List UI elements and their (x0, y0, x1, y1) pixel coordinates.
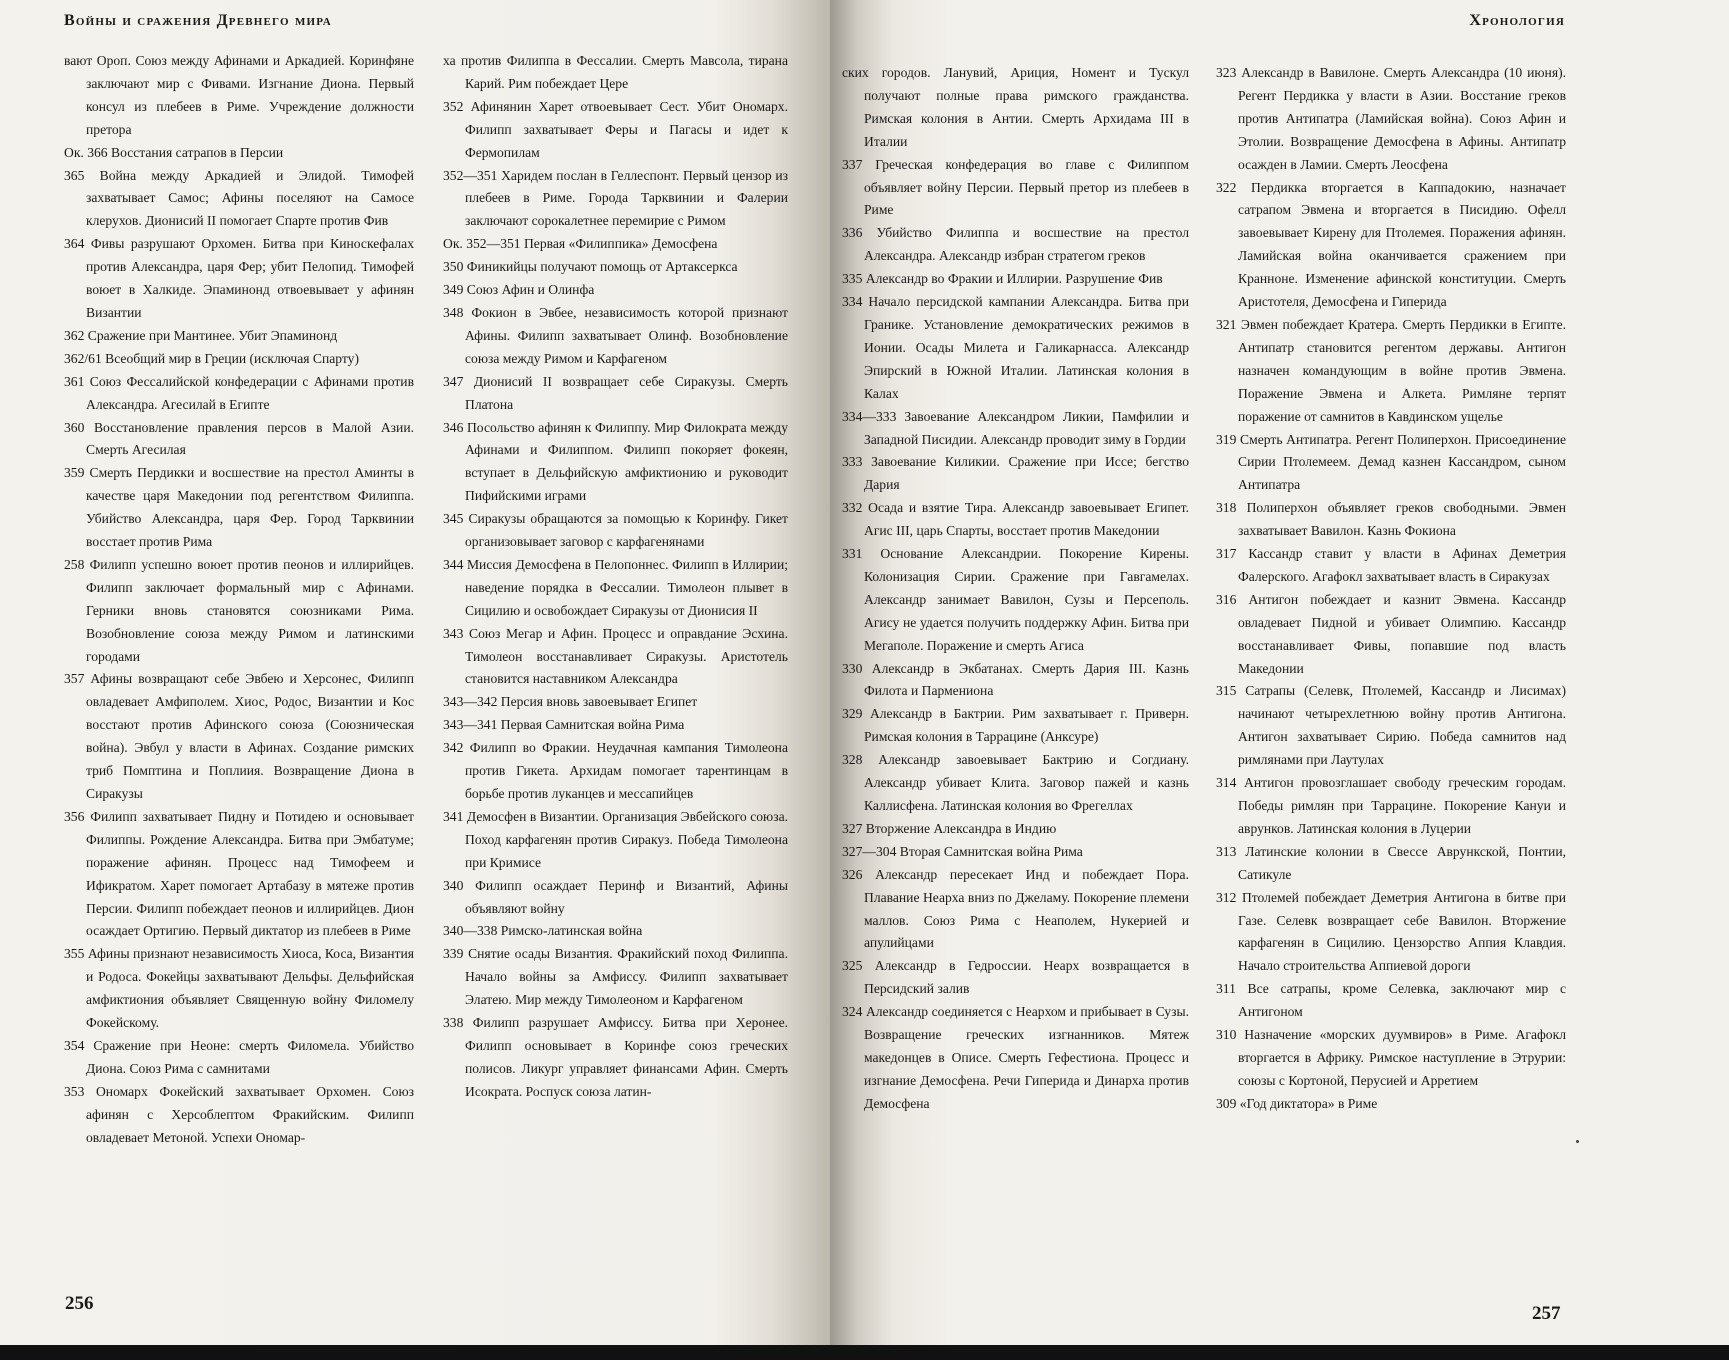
chronology-entry: Ок. 352—351 Первая «Филиппика» Демосфена (443, 236, 718, 252)
chronology-entry: 365 Война между Аркадией и Элидой. Тимофей захватывает Самос; Афины поселяют на Самосе клерухов. Дионисий II помогает Спарте против Фив (64, 167, 414, 229)
chronology-entry: 330 Александр в Экбатанах. Смерть Дария III. Казнь Филота и Пармениона (842, 660, 1189, 699)
chronology-entry: 327—304 Вторая Самнитская война Рима (842, 843, 1083, 859)
chronology-entry: ха против Филиппа в Фессалии. Смерть Мавсола, тирана Карий. Рим побеждает Цере (443, 53, 788, 91)
column-4 (1216, 62, 1566, 1116)
chronology-entry: 346 Посольство афинян к Филиппу. Мир Филократа между Афинами и Филиппом. Филипп покоряет фокеян, вступает в Дельфийскую амфиктионию и руководит Пифийскими играми (443, 419, 788, 504)
chronology-entry: 335 Александр во Фракии и Иллирии. Разрушение Фив (842, 271, 1163, 287)
print-speck (1576, 1140, 1579, 1143)
chronology-entry: 348 Фокион в Эвбее, независимость которой признают Афины. Филипп захватывает Олинф. Возобновление союза между Римом и Карфагеном (443, 304, 788, 366)
chronology-entry: ских городов. Ланувий, Ариция, Номент и Тускул получают полные права римского гражданства. Римская колония в Антии. Смерть Архидама III в Италии (842, 65, 1189, 149)
chronology-entry: 309 «Год диктатора» в Риме (1216, 1095, 1378, 1111)
chronology-entry: 258 Филипп успешно воюет против пеонов и иллирийцев. Филипп заключает формальный мир с Афинами. Герники вновь становятся союзниками Рима. Возобновление союза между Римом и латинскими городами (64, 556, 414, 664)
chronology-entry: 364 Фивы разрушают Орхомен. Битва при Киноскефалах против Александра, царя Фер; убит Пелопид. Тимофей воюет в Халкиде. Эпаминонд отвоевывает у афинян Византии (64, 236, 414, 320)
chronology-entry: вают Ороп. Союз между Афинами и Аркадией. Коринфяне заключают мир с Фивами. Изгнание Диона. Первый консул из плебеев в Риме. Учреждение должности претора (64, 53, 414, 137)
chronology-entry: 341 Демосфен в Византии. Организация Эвбейского союза. Поход карфагенян против Сиракуз. Победа Тимолеона при Кримисе (443, 808, 788, 870)
chronology-entry: 324 Александр соединяется с Неархом и прибывает в Сузы. Возвращение греческих изгнанников. Мятеж македонцев в Описе. Смерть Гефестиона. Процесс и изгнание Демосфена. Речи Гиперида и Динарха против Демосфена (842, 1004, 1189, 1111)
chronology-entry: 317 Кассандр ставит у власти в Афинах Деметрия Фалерского. Агафокл захватывает власть в Сиракузах (1216, 546, 1566, 584)
column-3 (842, 62, 1189, 1116)
chronology-entry: 322 Пердикка вторгается в Каппадокию, назначает сатрапом Эвмена и вторгается в Писидию. Офелл завоевывает Кирену для Птолемея. Поражения афинян. Ламийская война оканчивается сражением при Кранноне. Изменение афинской конституции. Смерть Аристотеля, Демосфена и Гиперида (1216, 179, 1566, 310)
chronology-entry: 332 Осада и взятие Тира. Александр завоевывает Египет. Агис III, царь Спарты, восстает против Македонии (842, 500, 1189, 539)
chronology-entry: 326 Александр пересекает Инд и побеждает Пора. Плавание Неарха вниз по Джеламу. Покорение племени маллов. Союз Рима с Неаполем, Нукерией и апулийцами (842, 866, 1189, 951)
chronology-entry: 359 Смерть Пердикки и восшествие на престол Аминты в качестве царя Македонии под регентством Филиппа. Убийство Александра, царя Фер. Город Тарквинии восстает против Рима (64, 465, 414, 550)
chronology-entry: 339 Снятие осады Византия. Фракийский поход Филиппа. Начало войны за Амфиссу. Филипп захватывает Элатею. Мир между Тимолеоном и Карфагеном (443, 946, 788, 1008)
chronology-entry: 337 Греческая конфедерация во главе с Филиппом объявляет войну Персии. Первый претор из плебеев в Риме (842, 156, 1189, 218)
running-head-right: Хронология (1469, 12, 1565, 29)
chronology-entry: 334—333 Завоевание Александром Ликии, Памфилии и Западной Писидии. Александр проводит зиму в Гордии (842, 408, 1189, 447)
chronology-entry: 340—338 Римско-латинская война (443, 923, 643, 939)
chronology-entry: 331 Основание Александрии. Покорение Кирены. Колонизация Сирии. Сражение при Гавгамелах. Александр занимает Вавилон, Сузы и Персеполь. Агису не удается получить поддержку Афин. Битва при Мегаполе. Поражение и смерть Агиса (842, 546, 1189, 653)
chronology-entry: 340 Филипп осаждает Перинф и Византий, Афины объявляют войну (443, 877, 788, 916)
chronology-entry: 325 Александр в Гедроссии. Неарх возвращается в Персидский залив (842, 958, 1189, 997)
chronology-entry: 344 Миссия Демосфена в Пелопоннес. Филипп в Иллирии; наведение порядка в Фессалии. Тимолеон плывет в Сицилию и освобождает Сиракузы от Дионисия II (443, 556, 788, 618)
column-2 (443, 50, 788, 1104)
chronology-entry: 336 Убийство Филиппа и восшествие на престол Александра. Александр избран стратегом греков (842, 225, 1189, 264)
chronology-entry: 343—341 Первая Самнитская война Рима (443, 717, 685, 733)
chronology-entry: 333 Завоевание Киликии. Сражение при Иссе; бегство Дария (842, 454, 1189, 493)
chronology-entry: 342 Филипп во Фракии. Неудачная кампания Тимолеона против Гикета. Архидам помогает тарентинцам в борьбе против луканцев и мессапийцев (443, 740, 788, 801)
chronology-entry: 329 Александр в Бактрии. Рим захватывает г. Приверн. Римская колония в Таррацине (Анксуре) (842, 706, 1189, 745)
left-page (0, 0, 830, 1345)
chronology-entry: 316 Антигон побеждает и казнит Эвмена. Кассандр овладевает Пидной и убивает Олимпию. Кассандр восстанавливает Фивы, попавшие под власть Македонии (1216, 591, 1566, 676)
chronology-entry: 312 Птолемей побеждает Деметрия Антигона в битве при Газе. Селевк возвращает себе Вавилон. Вторжение карфагенян в Сицилию. Цензорство Аппия Клавдия. Начало строительства Аппиевой дороги (1216, 889, 1566, 974)
chronology-entry: 327 Вторжение Александра в Индию (842, 820, 1057, 836)
chronology-entry: 352—351 Харидем послан в Геллеспонт. Первый цензор из плебеев в Риме. Города Тарквинии и Фалерии заключают сорокалетнее перемирие с Римом (443, 167, 788, 229)
chronology-entry: 357 Афины возвращают себе Эвбею и Херсонес, Филипп овладевает Амфиполем. Хиос, Родос, Византии и Кос восстают против Афинского союза (Союзническая война). Эвбул у власти в Афинах. Создание римских триб Помптина и Поплиия. Возвращение Диона в Сиракузы (64, 671, 414, 801)
chronology-entry: 310 Назначение «морских дуумвиров» в Риме. Агафокл вторгается в Африку. Римское наступление в Этрурии: союзы с Кортоной, Перусией и Арретием (1216, 1027, 1566, 1088)
chronology-entry: 313 Латинские колонии в Свессе Аврункской, Понтии, Сатикуле (1216, 843, 1566, 882)
chronology-entry: 354 Сражение при Неоне: смерть Филомела. Убийство Диона. Союз Рима с самнитами (64, 1037, 414, 1076)
chronology-entry: 323 Александр в Вавилоне. Смерть Александра (10 июня). Регент Пердикка у власти в Азии. Восстание греков против Антипатра (Ламийская война). Союз Афин и Этолии. Возвращение Демосфена в Афины. Антипатр осажден в Ламии. Смерть Леосфена (1216, 65, 1566, 172)
chronology-entry: 349 Союз Афин и Олинфа (443, 282, 595, 298)
chronology-entry: 361 Союз Фессалийской конфедерации с Афинами против Александра. Агесилай в Египте (64, 373, 414, 412)
chronology-entry: 319 Смерть Антипатра. Регент Полиперхон. Присоединение Сирии Птолемеем. Демад казнен Кассандром, сыном Антипатра (1216, 431, 1566, 493)
page-number-right: 257 (1532, 1303, 1561, 1324)
chronology-entry: 314 Антигон провозглашает свободу греческим городам. Победы римлян при Таррацине. Покорение Кануи и аврунков. Латинская колония в Луцерии (1216, 775, 1566, 836)
chronology-entry: 321 Эвмен побеждает Кратера. Смерть Пердикки в Египте. Антипатр становится регентом державы. Антигон назначен командующим в войне против Эвмена. Поражение Эвмена и Алкета. Римляне терпят поражение от самнитов в Кавдинском ущелье (1216, 316, 1566, 424)
chronology-entry: 353 Ономарх Фокейский захватывает Орхомен. Союз афинян с Херсоблептом Фракийским. Филипп овладевает Метоной. Успехи Ономар- (64, 1083, 414, 1145)
chronology-entry: 318 Полиперхон объявляет греков свободными. Эвмен захватывает Вавилон. Казнь Фокиона (1216, 500, 1566, 539)
page-number-left: 256 (65, 1293, 94, 1314)
column-1 (64, 50, 414, 1150)
chronology-entry: 362/61 Всеобщий мир в Греции (исключая Спарту) (64, 350, 359, 366)
chronology-entry: 343—342 Персия вновь завоевывает Египет (443, 694, 698, 710)
chronology-entry: 343 Союз Мегар и Афин. Процесс и оправдание Эсхина. Тимолеон восстанавливает Сиракузы. Аристотель становится наставником Александра (443, 625, 788, 687)
chronology-entry: 360 Восстановление правления персов в Малой Азии. Смерть Агесилая (64, 419, 414, 458)
chronology-entry: 362 Сражение при Мантинее. Убит Эпаминонд (64, 327, 338, 343)
chronology-entry: 347 Дионисий II возвращает себе Сиракузы. Смерть Платона (443, 373, 788, 412)
chronology-entry: 356 Филипп захватывает Пидну и Потидею и основывает Филиппы. Рождение Александра. Битва при Эмбатуме; поражение афинян. Процесс над Тимофеем и Ификратом. Харет помогает Артабазу в мятеже против Персии. Филипп побеждает пеонов и иллирийцев. Дион осаждает Ортигию. Первый диктатор из плебеев в Риме (64, 808, 414, 939)
scan-bottom-edge (0, 1345, 1729, 1360)
chronology-entry: 334 Начало персидской кампании Александра. Битва при Гранике. Установление демократических режимов в Ионии. Осады Милета и Галикарнасса. Александр Эпирский в Южной Италии. Латинская колония в Калах (842, 294, 1189, 401)
chronology-entry: 311 Все сатрапы, кроме Селевка, заключают мир с Антигоном (1216, 981, 1566, 1020)
chronology-entry: 352 Афинянин Харет отвоевывает Сест. Убит Ономарх. Филипп захватывает Феры и Пагасы и идет к Фермопилам (443, 98, 788, 160)
running-head-left: Войны и сражения Древнего мира (64, 12, 332, 29)
chronology-entry: 345 Сиракузы обращаются за помощью к Коринфу. Гикет организовывает заговор с карфагенянами (443, 511, 788, 550)
chronology-entry: 315 Сатрапы (Селевк, Птолемей, Кассандр и Лисимах) начинают четырехлетнюю войну против Антигона. Антигон захватывает Сирию. Победа самнитов над римлянами при Лаутулах (1216, 683, 1566, 768)
chronology-entry: 328 Александр завоевывает Бактрию и Согдиану. Александр убивает Клита. Заговор пажей и казнь Каллисфена. Латинская колония во Фрегеллах (842, 752, 1189, 813)
chronology-entry: Ок. 366 Восстания сатрапов в Персии (64, 144, 284, 160)
chronology-entry: 355 Афины признают независимость Хиоса, Коса, Византия и Родоса. Фокейцы захватывают Дельфы. Дельфийская амфиктиония объявляет Священную войну Филомелу Фокейскому. (64, 946, 414, 1031)
chronology-entry: 338 Филипп разрушает Амфиссу. Битва при Херонее. Филипп основывает в Коринфе союз греческих полисов. Ликург управляет финансами Афин. Смерть Исократа. Роспуск союза латин- (443, 1015, 788, 1099)
chronology-entry: 350 Финикийцы получают помощь от Артаксеркса (443, 259, 738, 275)
